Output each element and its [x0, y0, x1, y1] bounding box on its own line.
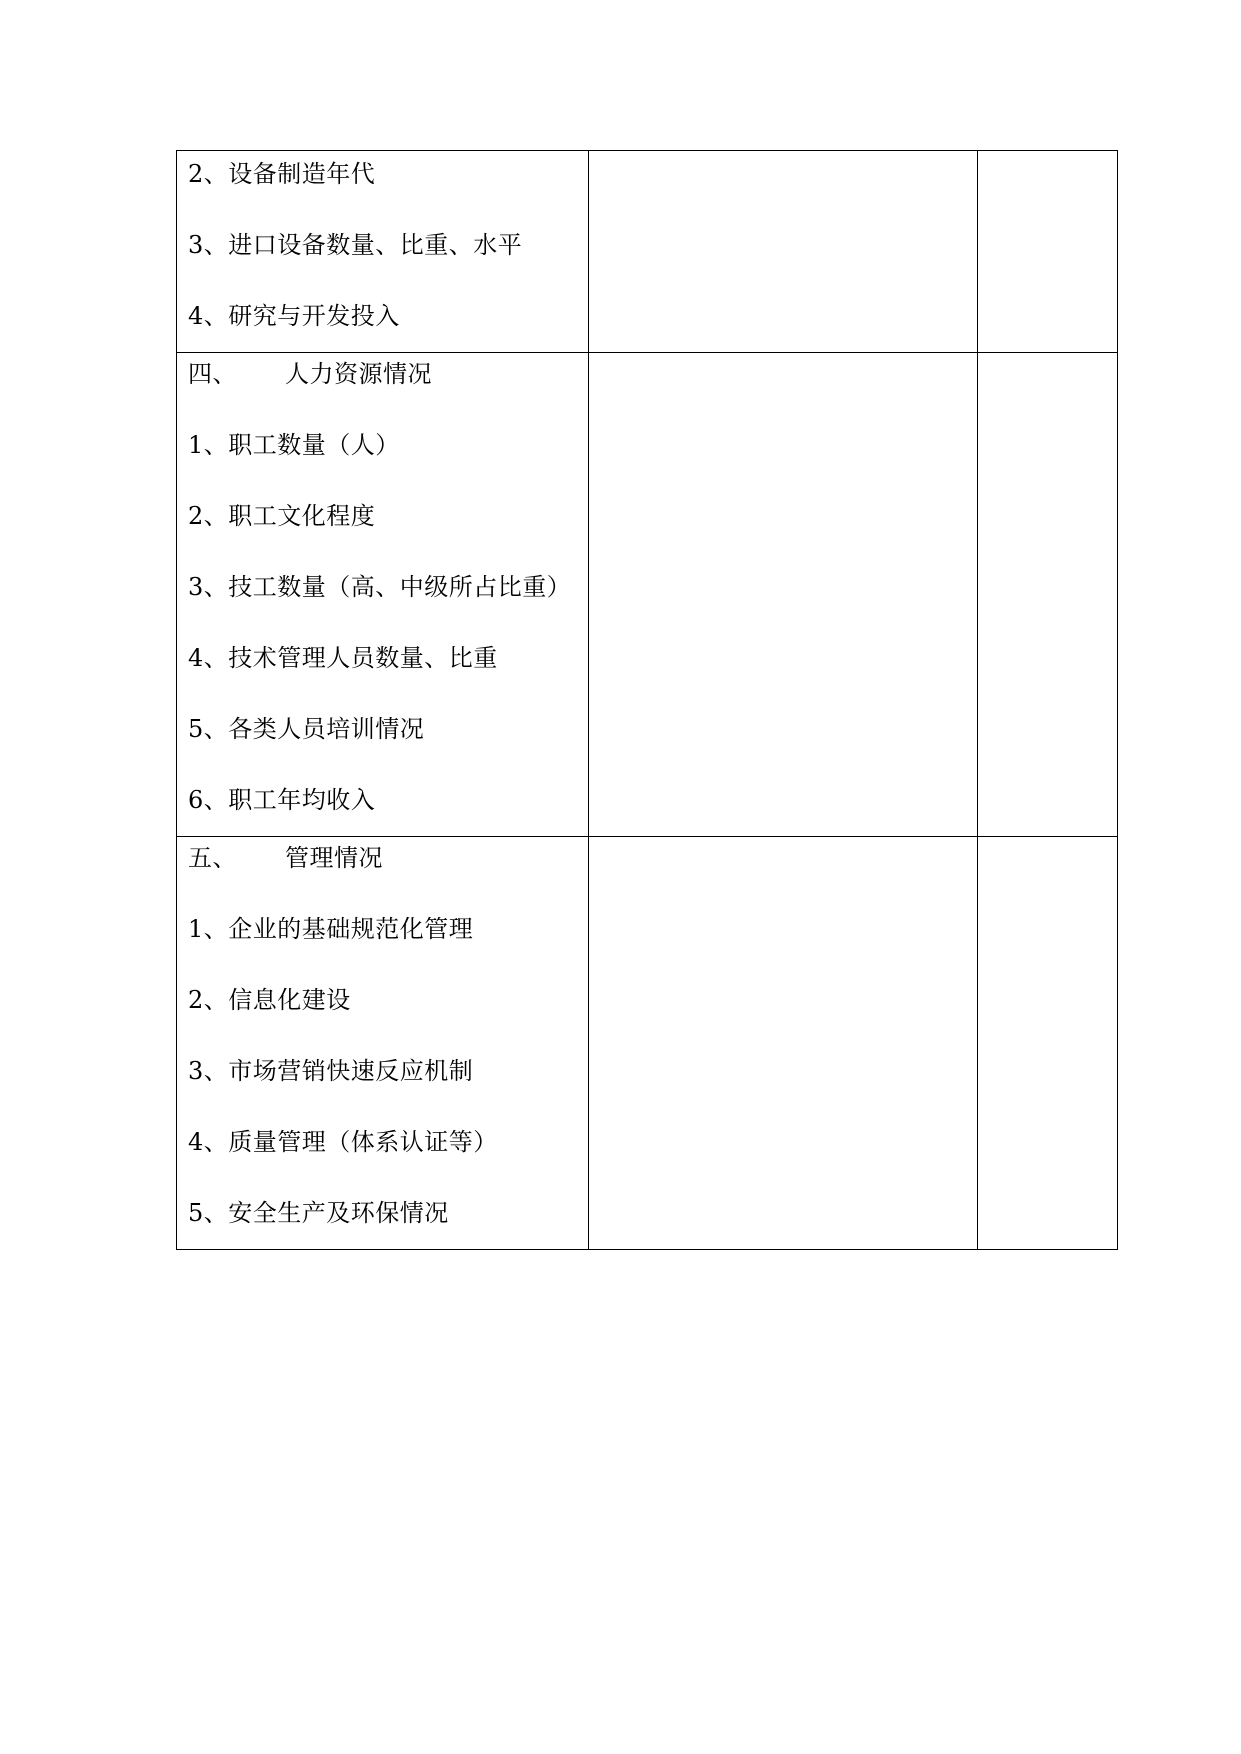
item-line: 4、质量管理（体系认证等） [188, 1128, 498, 1156]
content-cell[interactable] [589, 151, 978, 353]
section-title: 人力资源情况 [285, 360, 432, 388]
item-line: 2、职工文化程度 [188, 502, 376, 530]
table-row [177, 837, 1118, 1250]
item-line: 1、企业的基础规范化管理 [188, 915, 474, 943]
section-heading [188, 823, 588, 894]
content-cell[interactable] [589, 353, 978, 837]
item-cell [177, 151, 589, 353]
item-line: 4、技术管理人员数量、比重 [188, 644, 498, 672]
item-line: 2、设备制造年代 [188, 160, 376, 188]
item-line: 5、安全生产及环保情况 [188, 1199, 449, 1227]
score-cell[interactable] [978, 837, 1118, 1250]
score-cell[interactable] [978, 151, 1118, 353]
item-line: 4、研究与开发投入 [188, 302, 400, 330]
item-line: 3、进口设备数量、比重、水平 [188, 231, 523, 259]
item-line: 6、职工年均收入 [188, 786, 376, 814]
section-number: 四、 [188, 360, 237, 388]
table-row [177, 353, 1118, 837]
section-number: 五、 [188, 844, 237, 872]
section-heading [188, 339, 588, 410]
section-title: 管理情况 [285, 844, 383, 872]
item-cell [177, 353, 589, 837]
item-line: 2、信息化建设 [188, 986, 351, 1014]
score-cell[interactable] [978, 353, 1118, 837]
table-row [177, 151, 1118, 353]
item-cell [177, 837, 589, 1250]
item-line: 3、市场营销快速反应机制 [188, 1057, 474, 1085]
evaluation-table [176, 150, 1118, 1250]
content-cell[interactable] [589, 837, 978, 1250]
item-line: 1、职工数量（人） [188, 431, 400, 459]
item-line: 3、技工数量（高、中级所占比重） [188, 573, 572, 601]
item-line: 5、各类人员培训情况 [188, 715, 425, 743]
